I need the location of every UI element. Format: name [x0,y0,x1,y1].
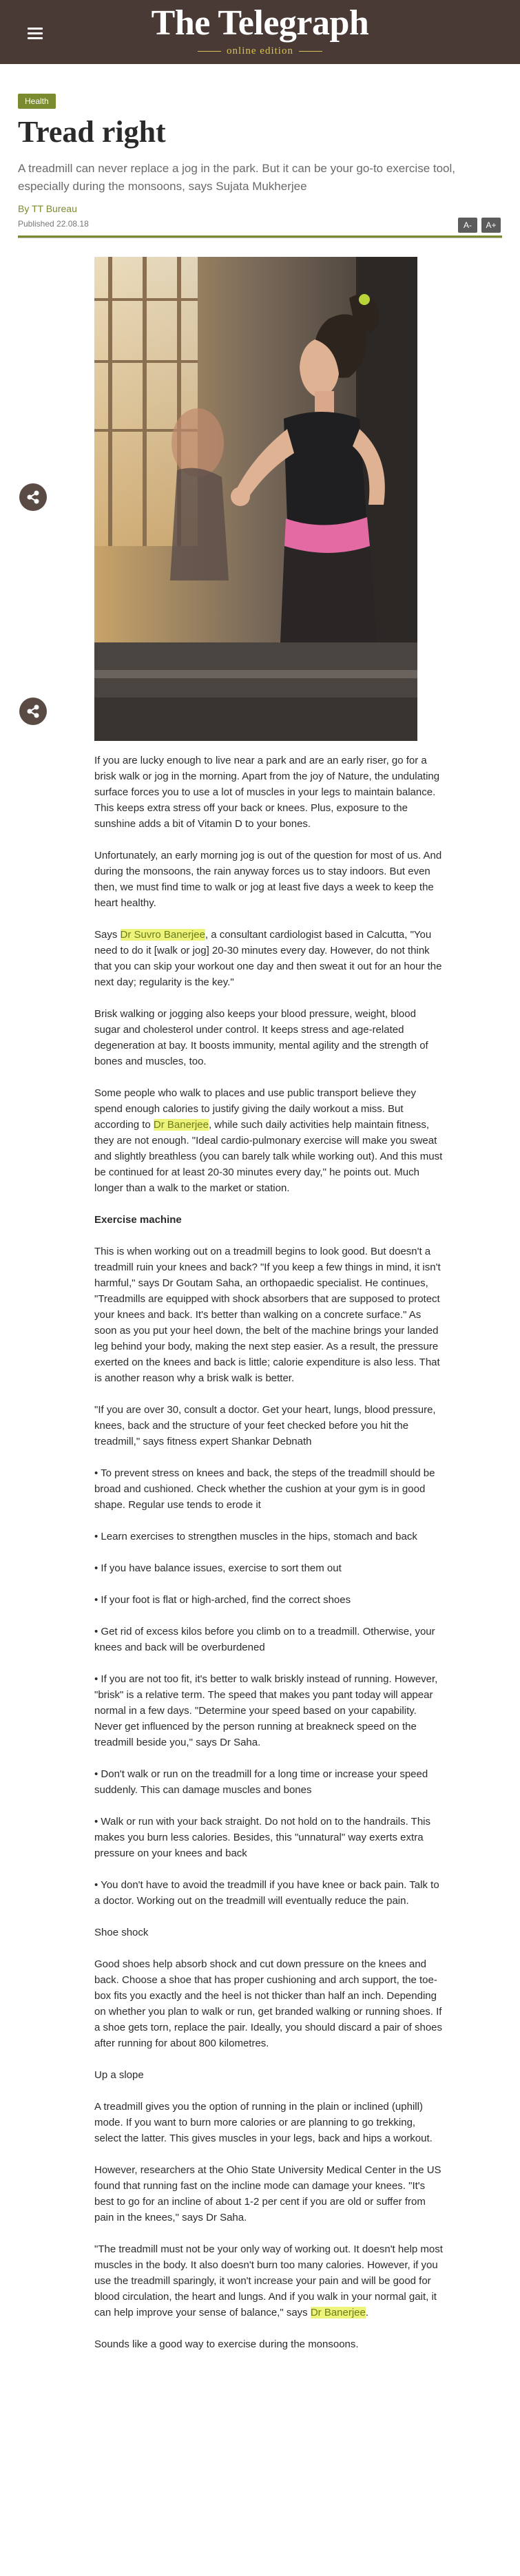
section-tag[interactable]: Health [18,94,56,109]
bullet-item: • If your foot is flat or high-arched, find the correct shoes [94,1594,351,1606]
person-link-banerjee[interactable]: Dr Banerjee [310,2307,366,2318]
bullet-item: • If you have balance issues, exercise to sort them out [94,1562,342,1574]
person-link-banerjee[interactable]: Dr Banerjee [153,1119,209,1131]
edition-label [0,45,520,57]
article-image [94,257,417,741]
section-subheading: Shoe shock [94,1927,149,1938]
paragraph-text: , a consultant cardiologist based in Calcutta, "You need to do it [walk or jog] 20-30 minutes every day. However, do not think that you can skip your workout one day and then sweat it out for an hour the next day; regularity is the key." [94,929,442,988]
article-standfirst: A treadmill can never replace a jog in the park. But it can be your go-to exercise tool, especially during the monsoons, says Sujata Mukherjee [18,162,456,193]
paragraph: Brisk walking or jogging also keeps your blood pressure, weight, blood sugar and cholesterol under control. It keeps stress and age-related degeneration at bay. It boosts immunity, mental agility and the strength of bones and muscles, too. [94,1008,428,1067]
person-link-suvro-banerjee[interactable]: Dr Suvro Banerjee [120,929,205,941]
bullet-item: • If you are not too fit, it's better to walk briskly instead of running. However, "brisk" is a relative term. The speed that makes you pant today will appear normal in a few days. "Determine your speed based on your capability. Never get influenced by the person running at breakneck speed on the treadmill beside you," says Dr Saha. [94,1673,438,1748]
paragraph [94,2241,444,2321]
article-body [94,753,444,2368]
bullet-item: • Learn exercises to strengthen muscles in the hips, stomach and back [94,1531,417,1542]
paragraph: "If you are over 30, consult a doctor. Get your heart, lungs, blood pressure, knees, back and the structure of your feet checked before you hit the treadmill," says fitness expert Shankar Debnath [94,1404,436,1447]
paragraph-text: Some people who walk to places and use public transport believe they spend enough calories to justify giving the daily workout a miss. But according to [94,1087,416,1131]
paragraph: Good shoes help absorb shock and cut down pressure on the knees and back. Choose a shoe that has proper cushioning and arch support, the toe-box fits you exactly and the heel is not thicker than half an inch. Depending on whether you plan to walk or run, get branded walking or running shoes. If a shoe gets torn, replace the pair. Ideally, you should discard a pair of shoes after running for about 800 kilometres. [94,1958,443,2049]
published-date: Published 22.08.18 [18,219,89,229]
share-button[interactable] [19,483,47,511]
bullet-item: • Don't walk or run on the treadmill for a long time or increase your speed suddenly. This can damage muscles and bones [94,1768,428,1796]
font-increase-button[interactable]: A+ [481,218,501,233]
paragraph: This is when working out on a treadmill begins to look good. But doesn't a treadmill ruin your knees and back? "If you keep a few things in mind, it isn't harmful," says Dr Goutam Saha, an orthopaedic specialist. He continues, "Treadmills are equipped with shock absorbers that are supposed to protect your knees and back. It's better than walking on a concrete surface." As soon as you put your heel down, the belt of the machine brings your landed leg behind your body, making the next step easier. As a result, the pressure exerted on the knees and back is little; calorie expenditure is also less. That is another reason why a brisk walk is better. [94,1246,441,1384]
paragraph-text: , while such daily activities help maintain fitness, they are not enough. "Ideal cardio-pulmonary exercise will make you sweat and slightly breathless (you can barely talk while working out). And this must be continued for at least 20-30 minutes every day," he points out. Much longer than a walk to the market or station. [94,1119,443,1194]
bullet-item: • To prevent stress on knees and back, the steps of the treadmill should be broad and cushioned. Check whether the cushion at your gym is in good shape. Regular use tends to erode it [94,1467,435,1511]
treadmill-runner-illustration [94,257,417,741]
paragraph-text: "The treadmill must not be your only way of working out. It doesn't help most muscles in the body. It also doesn't burn too many calories. However, if you use the treadmill sparingly, it won't increase your pain and will be good for blood circulation, the heart and lungs. And if you walk in your normal gait, it can help improve your sense of balance," says [94,2243,443,2318]
paragraph: Sounds like a good way to exercise during the monsoons. [94,2338,359,2350]
site-header [0,0,520,64]
paragraph [94,1085,444,1196]
paragraph: A treadmill gives you the option of running in the plain or inclined (uphill) mode. If you want to burn more calories or are planning to go trekking, select the latter. This gives muscles in your legs, back and hips a workout. [94,2101,433,2144]
bullet-item: • Get rid of excess kilos before you climb on to a treadmill. Otherwise, your knees and back will be overburdened [94,1626,435,1653]
bullet-item: • Walk or run with your back straight. Do not hold on to the handrails. This makes you burn less calories. Besides, this "unnatural" way exerts extra pressure on your knees and back [94,1816,430,1859]
paragraph-text: . [365,2307,369,2318]
site-logo[interactable]: The Telegraph [151,3,369,43]
byline[interactable]: By TT Bureau [18,203,77,214]
paragraph: If you are lucky enough to live near a park and are an early riser, go for a brisk walk or jog in the morning. Apart from the joy of Nature, the undulating surface forces you to use a lot of muscles in your legs to maintain balance. This keeps extra stress off your back or knees. Plus, exposure to the sunshine adds a bit of Vitamin D to your bones. [94,755,440,830]
share-icon [19,698,47,725]
paragraph [94,927,444,990]
share-button-secondary[interactable] [19,698,47,725]
paragraph: Unfortunately, an early morning jog is out of the question for most of us. And during the monsoons, the rain anyway forces us to stay indoors. But even then, we must find time to walk or jog at least five days a week to keep the heart healthy. [94,850,442,909]
section-heading: Exercise machine [94,1214,182,1226]
font-decrease-button[interactable]: A- [458,218,477,233]
section-subheading: Up a slope [94,2069,144,2081]
paragraph-text: Says [94,929,121,941]
article-title: Tread right [18,115,166,149]
share-icon [19,483,47,511]
bullet-item: • You don't have to avoid the treadmill if you have knee or back pain. Talk to a doctor. Working out on the treadmill will eventually reduce the pain. [94,1879,439,1907]
edition-text: online edition [227,45,293,56]
paragraph: However, researchers at the Ohio State University Medical Center in the US found that running fast on the incline mode can damage your knees. "It's best to go for an incline of about 1-2 per cent if you are old or suffer from pain in the knees," says Dr Saha. [94,2164,441,2223]
edition-rule-left [198,51,221,52]
edition-rule-right [299,51,322,52]
